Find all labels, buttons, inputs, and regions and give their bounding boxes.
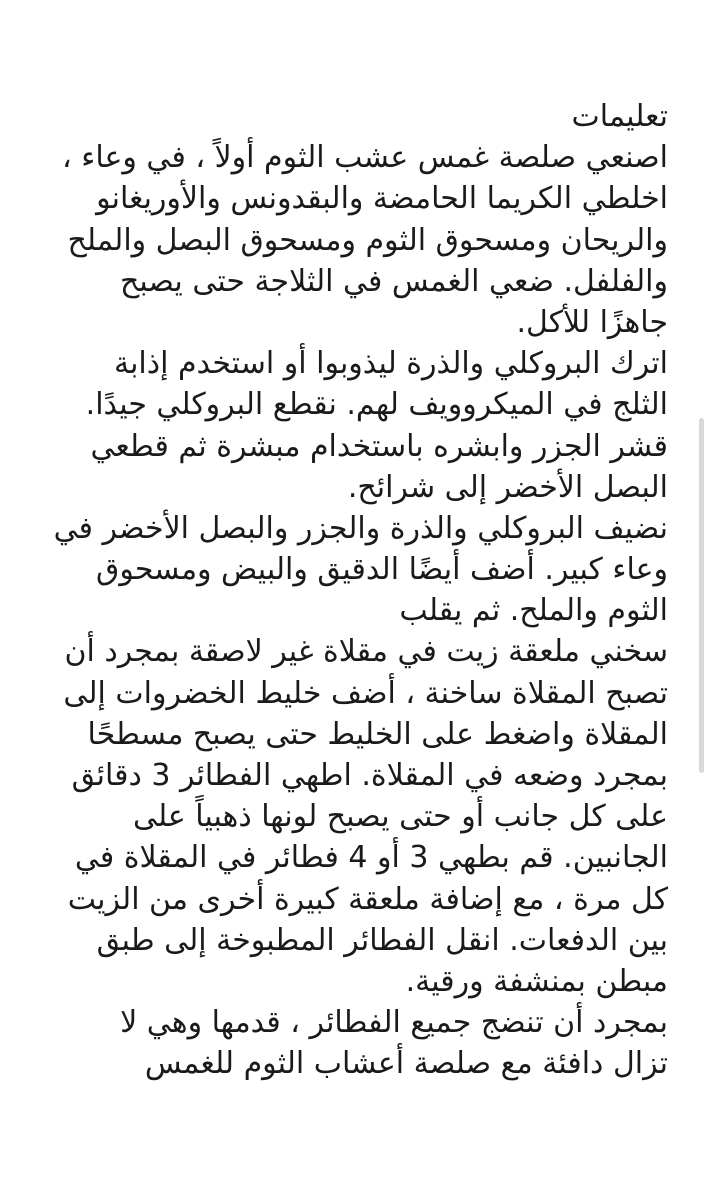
text-line: والفلفل. ضعي الغمس في الثلاجة حتى يصبح <box>120 263 668 299</box>
text-line: الثوم والملح. ثم يقلب <box>399 593 668 629</box>
text-line: تزال دافئة مع صلصة أعشاب الثوم للغمس <box>144 1046 668 1082</box>
text-line: اخلطي الكريما الحامضة والبقدونس والأوريغانو <box>96 181 668 217</box>
text-line: على كل جانب أو حتى يصبح لونها ذهبياً على <box>132 799 668 835</box>
text-line: وعاء كبير. أضف أيضًا الدقيق والبيض ومسحوق <box>96 552 668 588</box>
instructions-text <box>28 96 668 1085</box>
text-line: تصبح المقلاة ساخنة ، أضف خليط الخضروات إلى <box>63 675 668 711</box>
text-line: المقلاة واضغط على الخليط حتى يصبح مسطحًا <box>87 716 668 752</box>
text-line: كل مرة ، مع إضافة ملعقة كبيرة أخرى من الزيت <box>67 881 668 917</box>
text-line: مبطن بمنشفة ورقية. <box>405 963 668 999</box>
text-line: بين الدفعات. انقل الفطائر المطبوخة إلى طبق <box>96 922 668 958</box>
text-line: اترك البروكلي والذرة ليذوبوا أو استخدم إذابة <box>114 346 668 382</box>
text-line: جاهزًا للأكل. <box>516 304 668 340</box>
text-line: سخني ملعقة زيت في مقلاة غير لاصقة بمجرد أن <box>64 634 668 670</box>
text-line: الثلج في الميكروويف لهم. نقطع البروكلي جيدًا. <box>85 387 668 423</box>
text-line: الجانبين. قم بطهي 3 أو 4 فطائر في المقلاة في <box>74 840 668 876</box>
text-line: نضيف البروكلي والذرة والجزر والبصل الأخضر في <box>53 510 668 546</box>
vertical-scrollbar[interactable] <box>699 418 704 773</box>
text-line: البصل الأخضر إلى شرائح. <box>347 469 668 505</box>
text-line: اصنعي صلصة غمس عشب الثوم أولاً ، في وعاء ، <box>62 140 668 176</box>
text-line: والريحان ومسحوق الثوم ومسحوق البصل والملح <box>67 222 668 258</box>
text-line: بمجرد وضعه في المقلاة. اطهي الفطائر 3 دقائق <box>71 758 668 793</box>
heading-instructions: تعليمات <box>571 99 668 134</box>
text-line: قشر الجزر وابشره باستخدام مبشرة ثم قطعي <box>90 428 668 464</box>
text-line: بمجرد أن تنضج جميع الفطائر ، قدمها وهي لا <box>120 1005 668 1041</box>
